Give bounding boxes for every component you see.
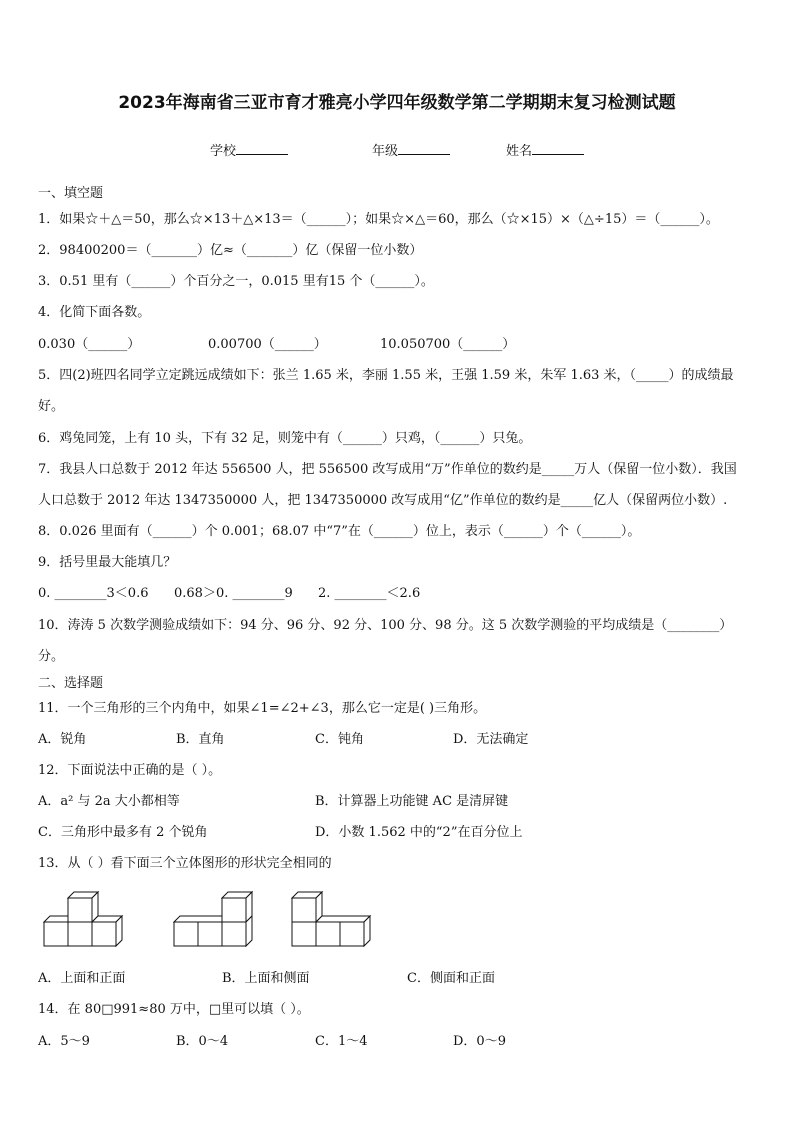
question-7-line-1: 7．我县人口总数于 2012 年达 556500 人，把 556500 改写成用“万”作单位的数约是_____万人（保留一位小数）．我国 — [38, 462, 737, 477]
question-13-option-b[interactable]: B．上面和侧面 — [222, 971, 310, 986]
section-choice-heading: 二、选择题 — [38, 676, 104, 691]
name-field — [506, 140, 584, 159]
question-1: 1．如果☆＋△＝50，那么☆×13＋△×13＝（______）；如果☆×△＝60，那么（☆×15）×（△÷15）＝（______）。 — [38, 212, 719, 227]
name-label: 姓名 — [506, 144, 533, 159]
question-4-item-c: 10.050700（______） — [380, 337, 516, 352]
question-13-option-a[interactable]: A．上面和正面 — [38, 971, 126, 986]
school-blank — [236, 142, 288, 155]
question-11-option-a[interactable]: A．锐角 — [38, 732, 87, 747]
question-4-item-a: 0.030（______） — [38, 337, 141, 352]
question-9-item-a: 0. ________3＜0.6 — [38, 586, 149, 601]
question-11: 11．一个三角形的三个内角中，如果∠1=∠2+∠3，那么它一定是( )三角形。 — [38, 701, 487, 716]
question-9: 9．括号里最大能填几？ — [38, 555, 177, 570]
question-14-option-d[interactable]: D．0～9 — [453, 1034, 506, 1049]
question-14-option-a[interactable]: A．5～9 — [38, 1034, 90, 1049]
question-14: 14．在 80□991≈80 万中，□里可以填（ ）。 — [38, 1002, 310, 1017]
question-12-option-c[interactable]: C．三角形中最多有 2 个锐角 — [38, 825, 208, 840]
question-3: 3．0.51 里有（______）个百分之一，0.015 里有15 个（______）。 — [38, 274, 434, 289]
question-9-item-b: 0.68＞0. ________9 — [174, 586, 293, 601]
question-4: 4．化简下面各数。 — [38, 305, 151, 320]
school-label: 学校 — [210, 144, 237, 159]
question-11-option-b[interactable]: B．直角 — [176, 732, 225, 747]
question-7-line-2: 人口总数于 2012 年达 1347350000 人，把 1347350000 改写成用“亿”作单位的数约是_____亿人（保留两位小数）. — [38, 493, 728, 508]
question-10-line-1: 10．涛涛 5 次数学测验成绩如下：94 分、96 分、92 分、100 分、98 分。这 5 次数学测验的平均成绩是（________） — [38, 618, 733, 633]
school-field — [210, 140, 288, 159]
question-12-option-b[interactable]: B．计算器上功能键 AC 是清屏键 — [315, 794, 509, 809]
question-11-option-d[interactable]: D．无法确定 — [453, 732, 529, 747]
grade-label: 年级 — [372, 144, 399, 159]
question-14-option-b[interactable]: B．0～4 — [176, 1034, 229, 1049]
page-title: 2023年海南省三亚市育才雅亮小学四年级数学第二学期期末复习检测试题 — [118, 93, 676, 113]
question-2: 2．98400200＝（_______）亿≈（_______）亿（保留一位小数） — [38, 243, 423, 258]
name-blank — [532, 142, 584, 155]
grade-field — [372, 140, 450, 159]
cube-figure-2 — [170, 888, 262, 950]
question-13: 13．从（ ）看下面三个立体图形的形状完全相同的 — [38, 856, 332, 871]
question-8: 8．0.026 里面有（______）个 0.001；68.07 中“7”在（______）位上，表示（______）个（______）。 — [38, 524, 641, 539]
question-13-option-c[interactable]: C．侧面和正面 — [407, 971, 495, 986]
question-4-item-b: 0.00700（______） — [208, 337, 327, 352]
question-12: 12．下面说法中正确的是（ ）。 — [38, 763, 222, 778]
section-fill-blank-heading: 一、填空题 — [38, 186, 104, 201]
cube-figure-1 — [40, 888, 130, 950]
question-10-line-2: 分。 — [38, 649, 65, 664]
question-5-line-2: 好。 — [38, 399, 65, 414]
question-11-option-c[interactable]: C．钝角 — [315, 732, 364, 747]
question-14-option-c[interactable]: C．1～4 — [315, 1034, 368, 1049]
question-6: 6．鸡兔同笼，上有 10 头，下有 32 足，则笼中有（______）只鸡，（______）只兔。 — [38, 431, 532, 446]
question-12-option-d[interactable]: D．小数 1.562 中的“2”在百分位上 — [315, 825, 523, 840]
question-12-option-a[interactable]: A．a² 与 2a 大小都相等 — [38, 794, 180, 809]
grade-blank — [398, 142, 450, 155]
question-5-line-1: 5．四(2)班四名同学立定跳远成绩如下：张兰 1.65 米，李丽 1.55 米，王强 1.59 米，朱军 1.63 米，（_____）的成绩最 — [38, 368, 734, 383]
cube-figure-3 — [288, 888, 380, 950]
question-9-item-c: 2. ________＜2.6 — [318, 586, 421, 601]
